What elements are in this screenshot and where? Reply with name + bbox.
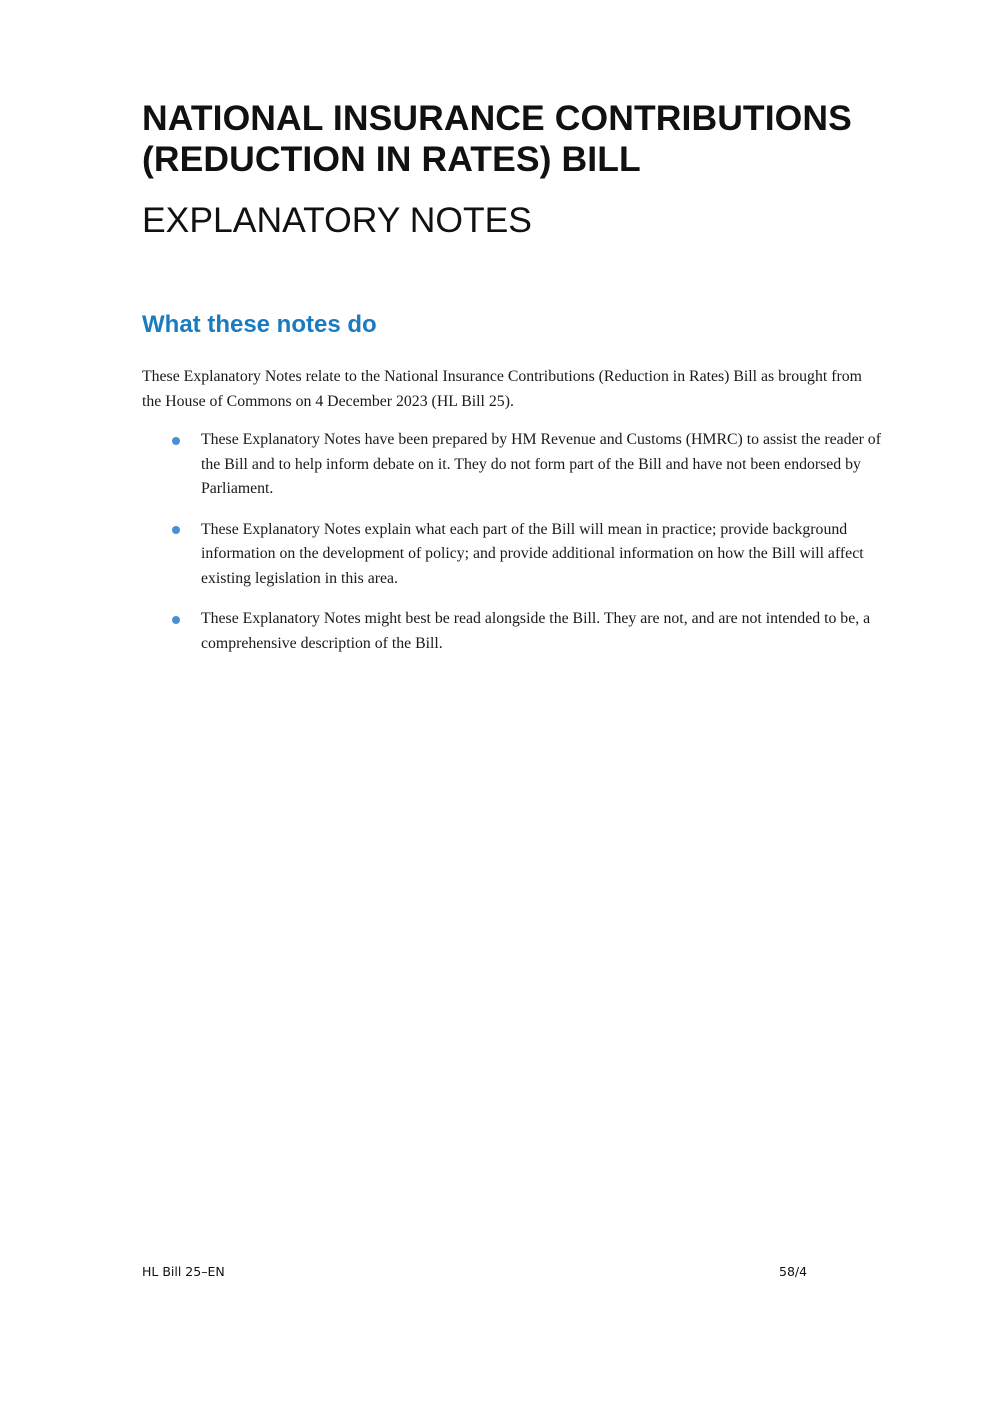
section-heading: What these notes do bbox=[142, 311, 377, 338]
footer-bill-reference: HL Bill 25–EN bbox=[142, 1264, 225, 1279]
title-block bbox=[142, 98, 922, 240]
bullet-text: These Explanatory Notes explain what each part of the Bill will mean in practice; provide background information on the development of policy; and provide additional information on how the Bill will affect existing legislation in this area. bbox=[201, 520, 864, 587]
list-item bbox=[142, 518, 902, 592]
footer-page-code: 58/4 bbox=[779, 1264, 808, 1279]
bullet-point-icon bbox=[172, 437, 180, 445]
bullet-point-icon bbox=[172, 526, 180, 534]
intro-paragraph: These Explanatory Notes relate to the National Insurance Contributions (Reduction in Rates) Bill as brought from the House of Commons on 4 December 2023 (HL Bill 25). bbox=[142, 368, 862, 410]
bullet-list bbox=[142, 428, 902, 672]
bullet-point-icon bbox=[172, 616, 180, 624]
document-subtitle: EXPLANATORY NOTES bbox=[142, 200, 532, 240]
document-title: NATIONAL INSURANCE CONTRIBUTIONS (REDUCTION IN RATES) BILL bbox=[142, 98, 852, 179]
bullet-text: These Explanatory Notes have been prepared by HM Revenue and Customs (HMRC) to assist the reader of the Bill and to help inform debate on it. They do not form part of the Bill and have not been endorsed by Parliament. bbox=[201, 431, 881, 497]
list-item bbox=[142, 607, 902, 656]
bullet-text: These Explanatory Notes might best be read alongside the Bill. They are not, and are not intended to be, a comprehensive description of the Bill. bbox=[201, 610, 871, 652]
list-item bbox=[142, 428, 902, 502]
